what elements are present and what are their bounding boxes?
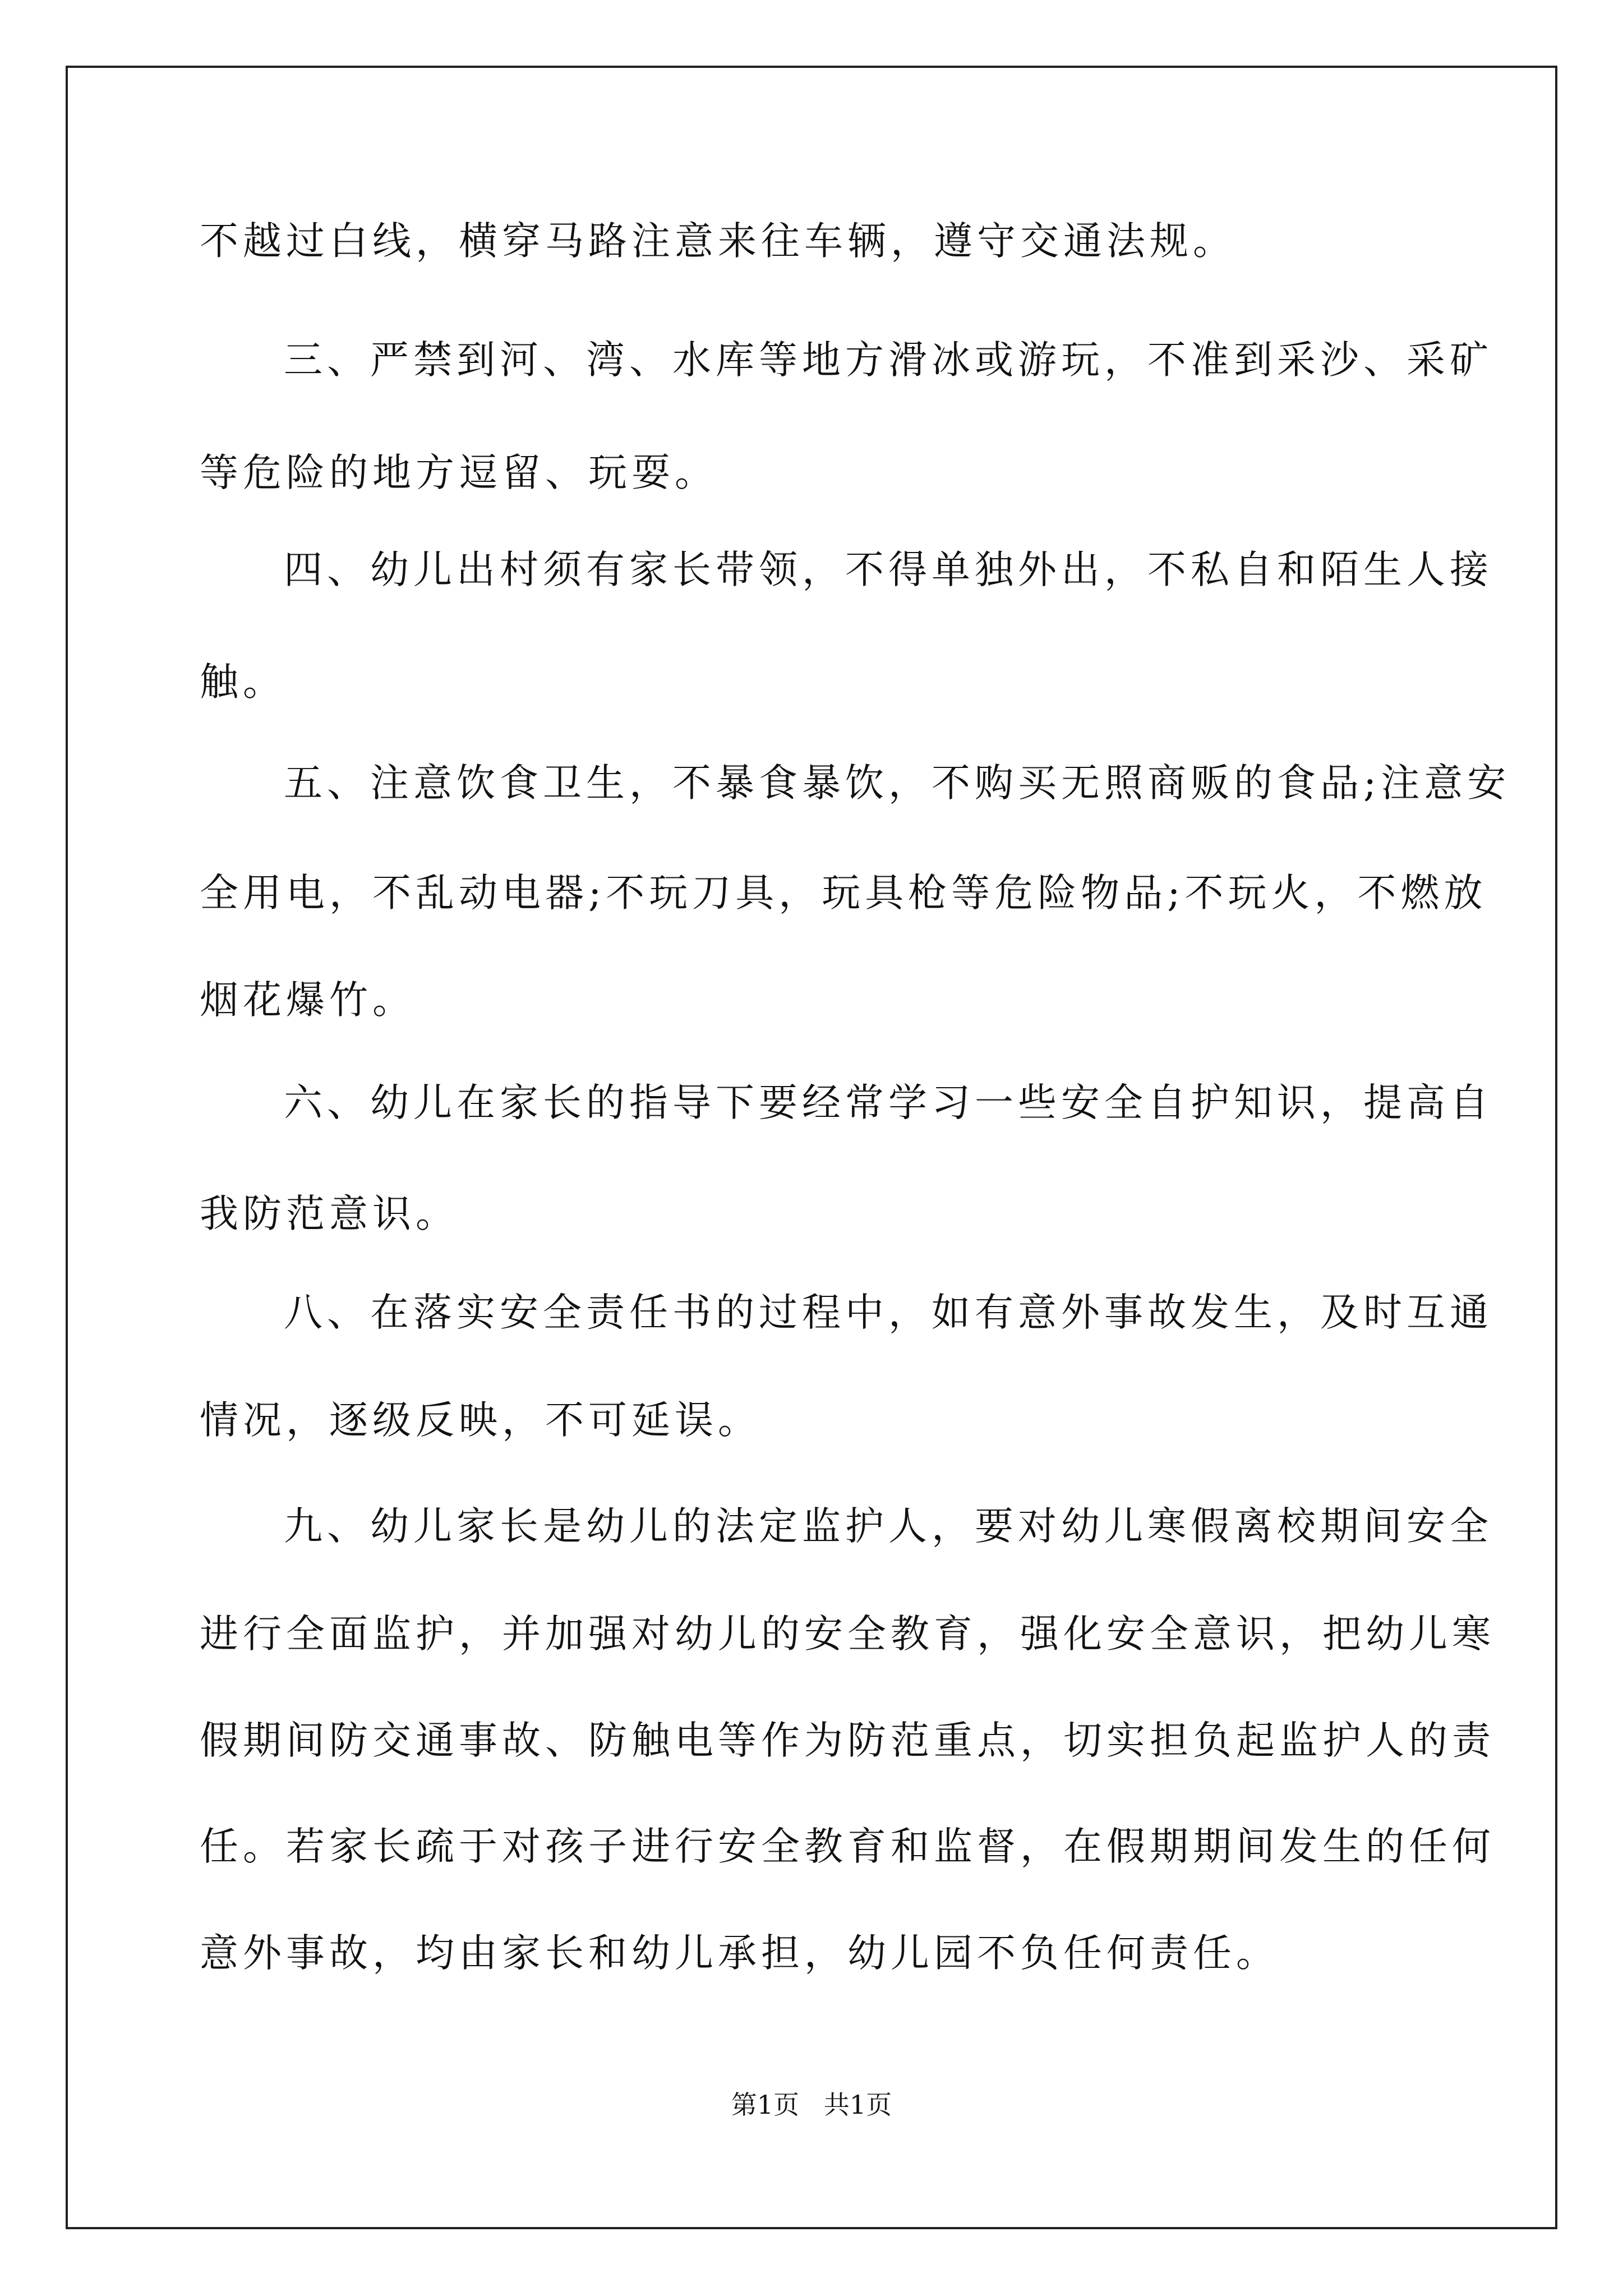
text-line: 假期间防交通事故、防触电等作为防范重点，切实担负起监护人的责: [200, 1718, 1495, 1763]
text-line: 等危险的地方逗留、玩耍。: [200, 450, 718, 495]
text-line: 进行全面监护，并加强对幼儿的安全教育，强化安全意识，把幼儿寒: [200, 1612, 1495, 1657]
page-number: 第1页 共1页: [731, 2090, 892, 2120]
text-line: 情况，逐级反映，不可延误。: [200, 1398, 761, 1443]
text-line: 我防范意识。: [200, 1191, 459, 1236]
page-frame: [66, 66, 1557, 2229]
text-line: 任。若家长疏于对孩子进行安全教育和监督，在假期期间发生的任何: [200, 1824, 1495, 1869]
text-line: 四、幼儿出村须有家长带领，不得单独外出，不私自和陌生人接: [284, 547, 1493, 592]
text-line: 全用电，不乱动电器;不玩刀具，玩具枪等危险物品;不玩火，不燃放: [200, 871, 1487, 915]
text-line: 六、幼儿在家长的指导下要经常学习一些安全自护知识，提高自: [284, 1080, 1493, 1125]
text-line: 九、幼儿家长是幼儿的法定监护人，要对幼儿寒假离校期间安全: [284, 1504, 1493, 1549]
text-line: 烟花爆竹。: [200, 978, 416, 1023]
text-line: 触。: [200, 660, 286, 705]
text-line: 三、严禁到河、湾、水库等地方滑冰或游玩，不准到采沙、采矿: [284, 338, 1493, 383]
text-line: 五、注意饮食卫生，不暴食暴饮，不购买无照商贩的食品;注意安: [284, 761, 1511, 806]
text-line: 不越过白线，横穿马路注意来往车辆，遵守交通法规。: [200, 219, 1236, 264]
text-line: 意外事故，均由家长和幼儿承担，幼儿园不负任何责任。: [200, 1931, 1279, 1976]
text-line: 八、在落实安全责任书的过程中，如有意外事故发生，及时互通: [284, 1290, 1493, 1335]
